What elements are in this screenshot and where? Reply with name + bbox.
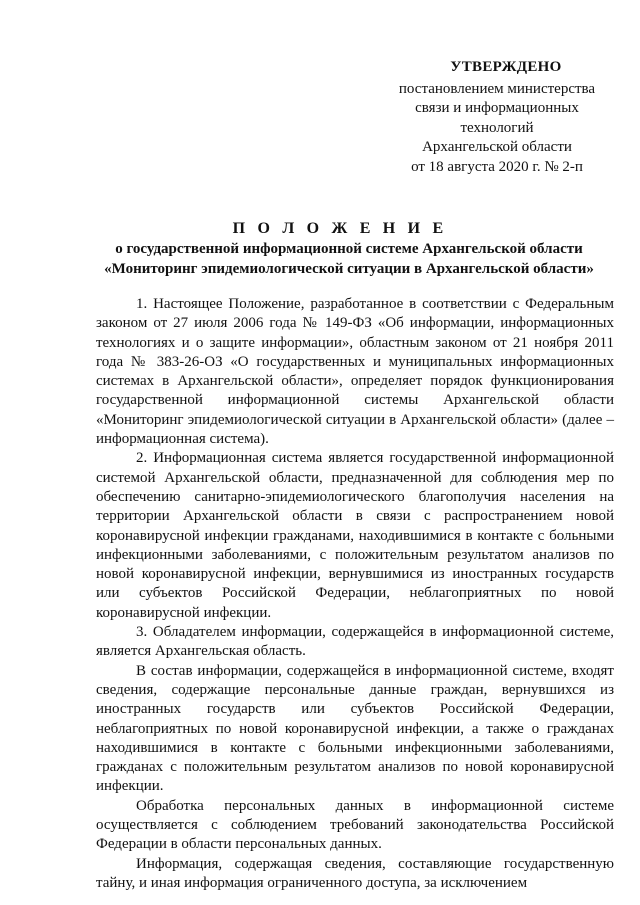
approval-title: УТВЕРЖДЕНО	[450, 59, 562, 75]
paragraph: 1. Настоящее Положение, разработанное в соответствии с Федеральным законом от 27 июля 2006 года № 149-ФЗ «Об информации, информационных технологиях и о защите информации», областным законом от 21 ноября 2011 года № 383-26-ОЗ «О государственных и муниципальных информационных системах в Архангельской области», определяет порядок функционирования государственной информационной системы Архангельской области «Мониторинг эпидемиологической ситуации в Архангельской области» (далее – информационная система).	[96, 296, 614, 448]
approval-line: связи и информационных	[415, 100, 579, 117]
document-subtitle: о государственной информационной системе Архангельской области	[115, 241, 583, 257]
approval-line: от 18 августа 2020 г. № 2-п	[411, 158, 583, 175]
paragraph: Информация, содержащая сведения, составляющие государственную тайну, и иная информация ограниченного доступа, за исключением	[96, 855, 614, 891]
approval-line: технологий	[460, 119, 534, 136]
document-heading	[60, 218, 620, 279]
paragraph: Обработка персональных данных в информационной системе осуществляется с соблюдением требований законодательства Российской Федерации в области персональных данных.	[96, 797, 614, 853]
approval-line: постановлением министерства	[398, 80, 596, 97]
document-subtitle: «Мониторинг эпидемиологической ситуации в Архангельской области»	[104, 260, 594, 277]
approval-stamp	[398, 58, 596, 178]
document-title: П О Л О Ж Е Н И Е	[232, 220, 448, 237]
paragraph: 3. Обладателем информации, содержащейся в информационной системе, является Архангельская область.	[96, 624, 614, 660]
paragraph: 2. Информационная система является государственной информационной системой Архангельской области, предназначенной для соблюдения мер по обеспечению санитарно-эпидемиологического благополучия населения на территории Архангельской области в связи с распространением новой коронавирусной инфекции гражданами, находившимися в контакте с больными инфекционными заболеваниями, с положительным результатом анализов по новой коронавирусной инфекции, вернувшимися из иностранных государств или субъектов Российской Федерации, неблагоприятных по новой коронавирусной инфекции.	[96, 450, 614, 621]
approval-line: Архангельской области	[422, 139, 572, 156]
document-body	[96, 295, 614, 893]
paragraph: В состав информации, содержащейся в информационной системе, входят сведения, содержащие персональные данные граждан, вернувшихся из иностранных государств или субъектов Российской Федерации, неблагоприятных по новой коронавирусной инфекции, а также о гражданах находившимися в контакте с больными инфекционными заболеваниями, гражданах с положительным результатом анализов по новой коронавирусной инфекции.	[96, 662, 614, 795]
